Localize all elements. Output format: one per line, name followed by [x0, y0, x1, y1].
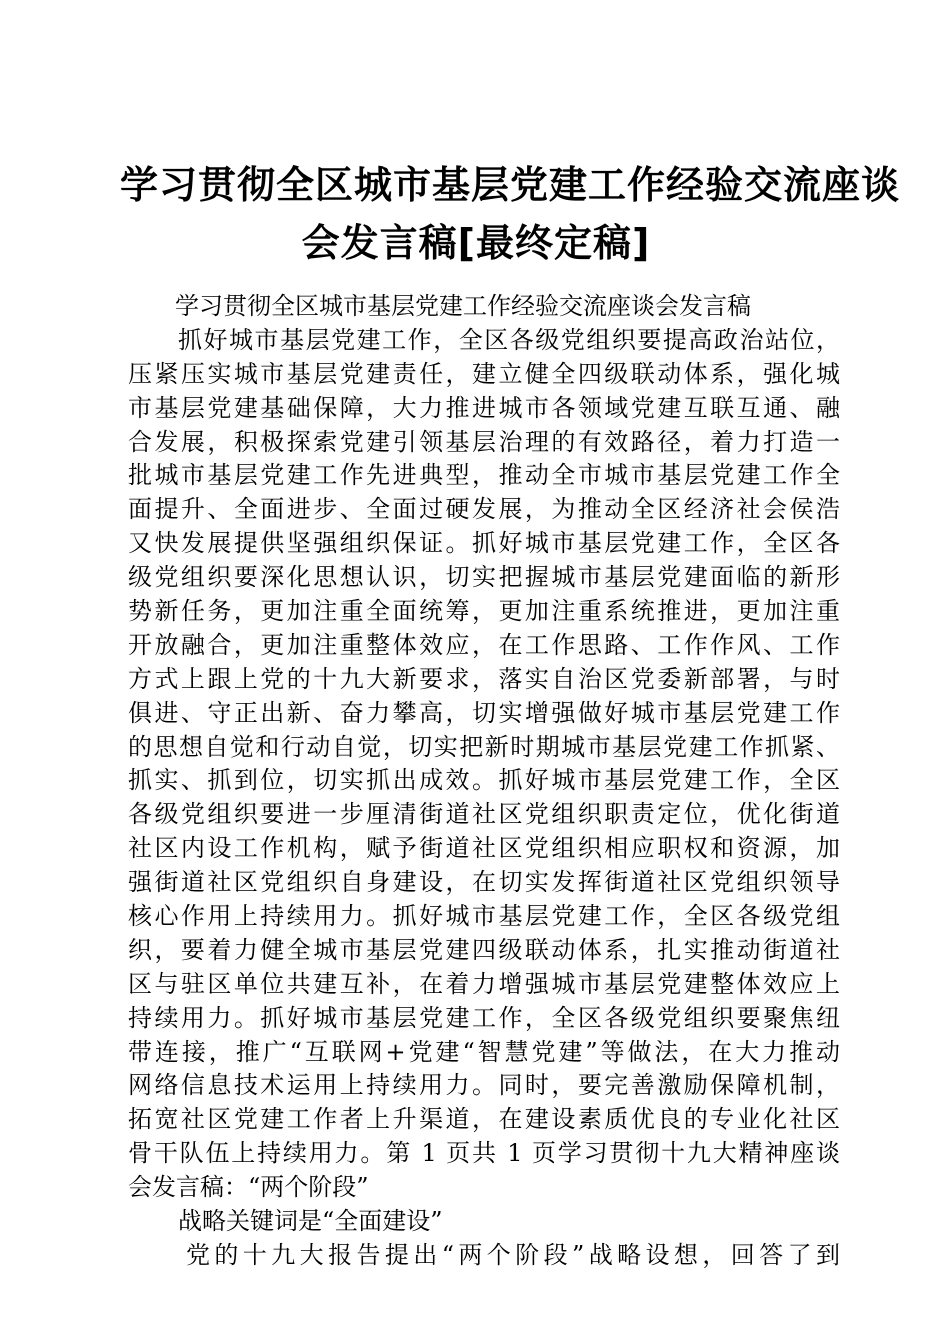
body-line: 方式上跟上党的十九大新要求，落实自治区党委新部署，与时 [128, 664, 840, 693]
body-line: 合发展，积极探索党建引领基层治理的有效路径，着力打造一 [128, 427, 840, 456]
body-line: 带连接，推广“互联网+党建“智慧党建”等做法，在大力推动 [128, 1037, 840, 1066]
body-line: 抓实、抓到位，切实抓出成效。抓好城市基层党建工作，全区 [128, 766, 840, 795]
body-line: 强街道社区党组织自身建设，在切实发挥街道社区党组织领导 [128, 868, 840, 897]
body-line: 市基层党建基础保障，大力推进城市各领域党建互联互通、融 [128, 393, 840, 422]
document-title-line-1: 学习贯彻全区城市基层党建工作经验交流座谈 [120, 163, 901, 207]
body-line: 党的十九大报告提出“两个阶段”战略设想，回答了到 [186, 1240, 840, 1269]
body-line: 级党组织要深化思想认识，切实把握城市基层党建面临的新形 [128, 563, 840, 592]
document-subtitle: 学习贯彻全区城市基层党建工作经验交流座谈会发言稿 [175, 292, 751, 320]
body-line: 的思想自觉和行动自觉，切实把新时期城市基层党建工作抓紧、 [128, 732, 840, 761]
body-line: 拓宽社区党建工作者上升渠道，在建设素质优良的专业化社区 [128, 1105, 840, 1134]
body-line: 开放融合，更加注重整体效应，在工作思路、工作作风、工作 [128, 630, 840, 659]
body-line: 俱进、守正出新、奋力攀高，切实增强做好城市基层党建工作 [128, 698, 840, 727]
body-line: 持续用力。抓好城市基层党建工作，全区各级党组织要聚焦纽 [128, 1003, 840, 1032]
body-line: 社区内设工作机构，赋予街道社区党组织相应职权和资源，加 [128, 834, 840, 863]
body-line: 又快发展提供坚强组织保证。抓好城市基层党建工作，全区各 [128, 529, 840, 558]
body-line: 批城市基层党建工作先进典型，推动全市城市基层党建工作全 [128, 461, 840, 490]
body-line: 织，要着力健全城市基层党建四级联动体系，扎实推动街道社 [128, 935, 840, 964]
document-body [128, 290, 840, 1273]
body-line: 势新任务，更加注重全面统筹，更加注重系统推进，更加注重 [128, 597, 840, 626]
body-line: 压紧压实城市基层党建责任，建立健全四级联动体系，强化城 [128, 359, 840, 388]
body-line: 抓好城市基层党建工作，全区各级党组织要提高政治站位， [178, 325, 840, 354]
body-line: 面提升、全面进步、全面过硬发展，为推动全区经济社会侯浩 [128, 495, 840, 524]
body-line: 核心作用上持续用力。抓好城市基层党建工作，全区各级党组 [128, 902, 840, 931]
body-line: 会发言稿：“两个阶段” [128, 1173, 369, 1202]
body-line: 骨干队伍上持续用力。第 1 页共 1 页学习贯彻十九大精神座谈 [128, 1139, 840, 1168]
body-line: 各级党组织要进一步厘清街道社区党组织职责定位，优化街道 [128, 800, 840, 829]
body-line: 区与驻区单位共建互补，在着力增强城市基层党建整体效应上 [128, 969, 840, 998]
body-line: 战略关键词是“全面建设” [178, 1207, 443, 1236]
document-title-line-2: 会发言稿[最终定稿] [301, 221, 651, 265]
body-line: 网络信息技术运用上持续用力。同时，要完善激励保障机制， [128, 1071, 840, 1100]
